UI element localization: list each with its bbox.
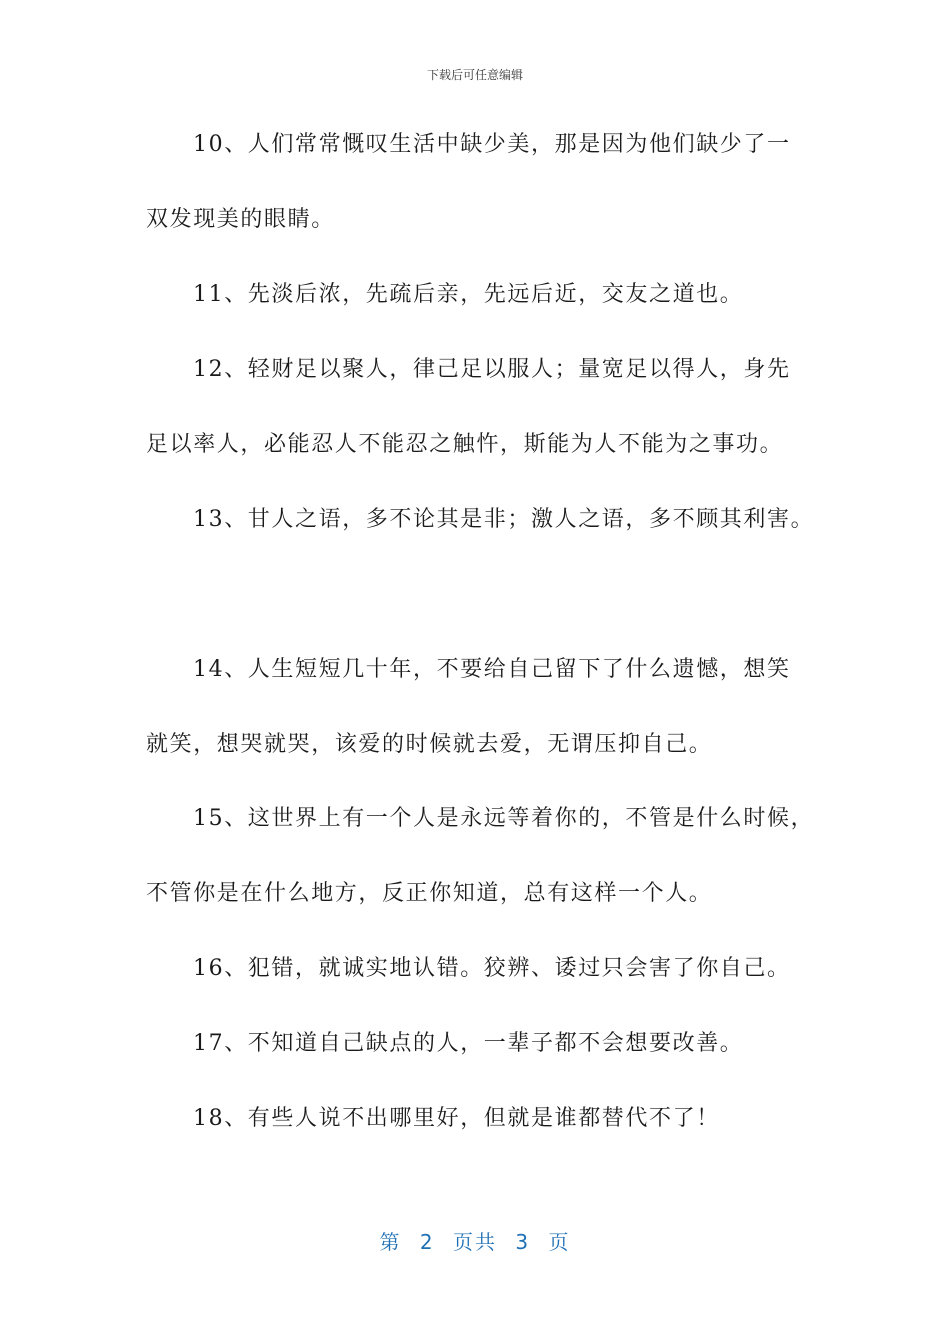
footer-total-pages: 3 xyxy=(515,1230,531,1254)
paragraph-10-line-2: 双发现美的眼睛。 xyxy=(146,207,335,232)
paragraph-17-line-1: 17、不知道自己缺点的人，一辈子都不会想要改善。 xyxy=(193,1031,744,1056)
footer-page-prefix: 第 xyxy=(379,1230,402,1254)
page-footer xyxy=(0,1226,950,1255)
paragraph-13-line-1: 13、甘人之语，多不论其是非；激人之语，多不顾其利害。 xyxy=(193,507,815,532)
paragraph-10-line-1: 10、人们常常慨叹生活中缺少美，那是因为他们缺少了一 xyxy=(193,132,791,157)
footer-current-page: 2 xyxy=(419,1230,435,1254)
paragraph-14-line-1: 14、人生短短几十年，不要给自己留下了什么遗憾，想笑 xyxy=(193,657,791,682)
paragraph-14-line-2: 就笑，想哭就哭，该爱的时候就去爱，无谓压抑自己。 xyxy=(146,732,713,757)
paragraph-15-line-1: 15、这世界上有一个人是永远等着你的，不管是什么时候， xyxy=(193,806,815,831)
header-note: 下载后可任意编辑 xyxy=(426,68,523,82)
footer-page-suffix: 页 xyxy=(548,1230,571,1254)
paragraph-12-line-2: 足以率人，必能忍人不能忍之触忤，斯能为人不能为之事功。 xyxy=(146,432,784,457)
paragraph-18-line-1: 18、有些人说不出哪里好，但就是谁都替代不了！ xyxy=(193,1106,720,1131)
paragraph-12-line-1: 12、轻财足以聚人，律己足以服人；量宽足以得人，身先 xyxy=(193,357,791,382)
paragraph-15-line-2: 不管你是在什么地方，反正你知道，总有这样一个人。 xyxy=(146,881,713,906)
paragraph-16-line-1: 16、犯错，就诚实地认错。狡辨、诿过只会害了你自己。 xyxy=(193,956,791,981)
footer-page-mid: 页共 xyxy=(453,1230,497,1254)
paragraph-11-line-1: 11、先淡后浓，先疏后亲，先远后近，交友之道也。 xyxy=(193,282,744,307)
